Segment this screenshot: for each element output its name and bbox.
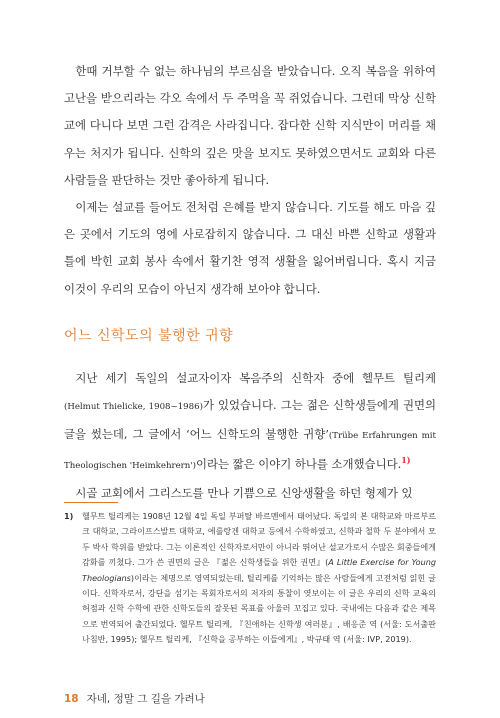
footnote-text-1: 헬무트 틸리케는 1908년 12월 4일 독일 부퍼탈 바르멘에서 태어났다. 독일의 본 대학교와 마르부르크 대학교, 그라이프스발트 대학교, 에를랑겐 대학교 등에서 수학하였고, 신학과 철학 두 분야에서 모두 박사 학위를 받았다. 그는 이론적인 신학자로서만이 아니라 뛰어난 설교가로서 수많은 회중들에게 감화를 끼쳤다. 그가 쓴 권면의 글은 『젊은 신학생들을 위한 권면』( [82, 511, 436, 568]
p3-german-title: (Trübe Erfahrungen mit Theologischen 'Heimkehrern') [64, 431, 436, 471]
p3-text-a: 지난 세기 독일의 설교자이자 복음주의 신학자 중에 헬무트 틸리케 [75, 371, 436, 385]
page-footer [64, 691, 205, 706]
paragraph-3 [64, 365, 436, 480]
p3-text-c: 가 있었습니다. 그는 젊은 신학생들에게 권면의 글을 썼는데, 그 글에서 ‘어느 신학도의 불행한 귀향’ [64, 398, 437, 442]
footnote [64, 509, 436, 648]
footnote-number: 1) [64, 511, 74, 521]
section-heading: 어느 신학도의 불행한 귀향 [64, 328, 234, 344]
footnote-ref[interactable]: 1) [401, 454, 411, 465]
paragraph-4: 시골 교회에서 그리스도를 만나 기쁨으로 신앙생활을 하던 형제가 있 [75, 485, 413, 500]
paragraph-2: 이제는 설교를 들어도 전처럼 은혜를 받지 않습니다. 기도를 해도 마음 깊은 곳에서 기도의 영에 사로잡히지 않습니다. 그 대신 바쁜 신학교 생활과 틀에 박힌 교회 봉사 속에서 활기찬 영적 생활을 잃어버립니다. 혹시 지금 이것이 우리의 모습이 아닌지 생각해 보아야 합니다. [64, 200, 436, 296]
body-text [64, 58, 436, 303]
footnote-divider [64, 502, 118, 503]
p3-name-dates: (Helmut Thielicke, 1908~1986) [64, 402, 203, 413]
p3-text-e: 이라는 짧은 이야기 하나를 소개했습니다. [196, 456, 402, 471]
page-number: 18 [64, 693, 79, 705]
running-title: 자네, 정말 그 길을 가려나 [86, 693, 205, 705]
footnote-text [82, 509, 436, 648]
paragraph-1: 한때 거부할 수 없는 하나님의 부르심을 받았습니다. 오직 복음을 위하여 고난을 받으리라는 각오 속에서 두 주먹을 꼭 쥐었습니다. 그런데 막상 신학교에 다니다 보면 그런 감격은 사라집니다. 잡다한 신학 지식만이 머리를 채우는 처지가 됩니다. 신학의 깊은 맛을 보지도 못하였으면서도 교회와 다른 사람들을 판단하는 것만 좋아하게 됩니다. [64, 64, 436, 187]
body-text-2 [64, 365, 436, 507]
footnote-text-3: )이라는 제명으로 영역되었는데, 틸리케를 기억하는 많은 사람들에게 고전처럼 읽힌 글이다. 신학자로서, 강단을 섬기는 목회자로서의 저자의 통찰이 엿보이는 이 글은 우리의 신학 교육의 허점과 신학 수학에 관한 신학도들의 잘못된 목표를 아울러 꼬집고 있다. 국내에는 다음과 같은 제목으로 번역되어 출간되었다. 헬무트 틸리케, 『친애하는 신학생 여러분』, 배응준 역 (서울: 도서출판 나침반, 1995); 헬무트 틸리케, 『신학을 공부하는 이들에게』, 박규태 역 (서울: IVP, 2019). [82, 572, 436, 645]
footnote-english-title: A Little Exercise for Young Theologians [82, 557, 436, 583]
